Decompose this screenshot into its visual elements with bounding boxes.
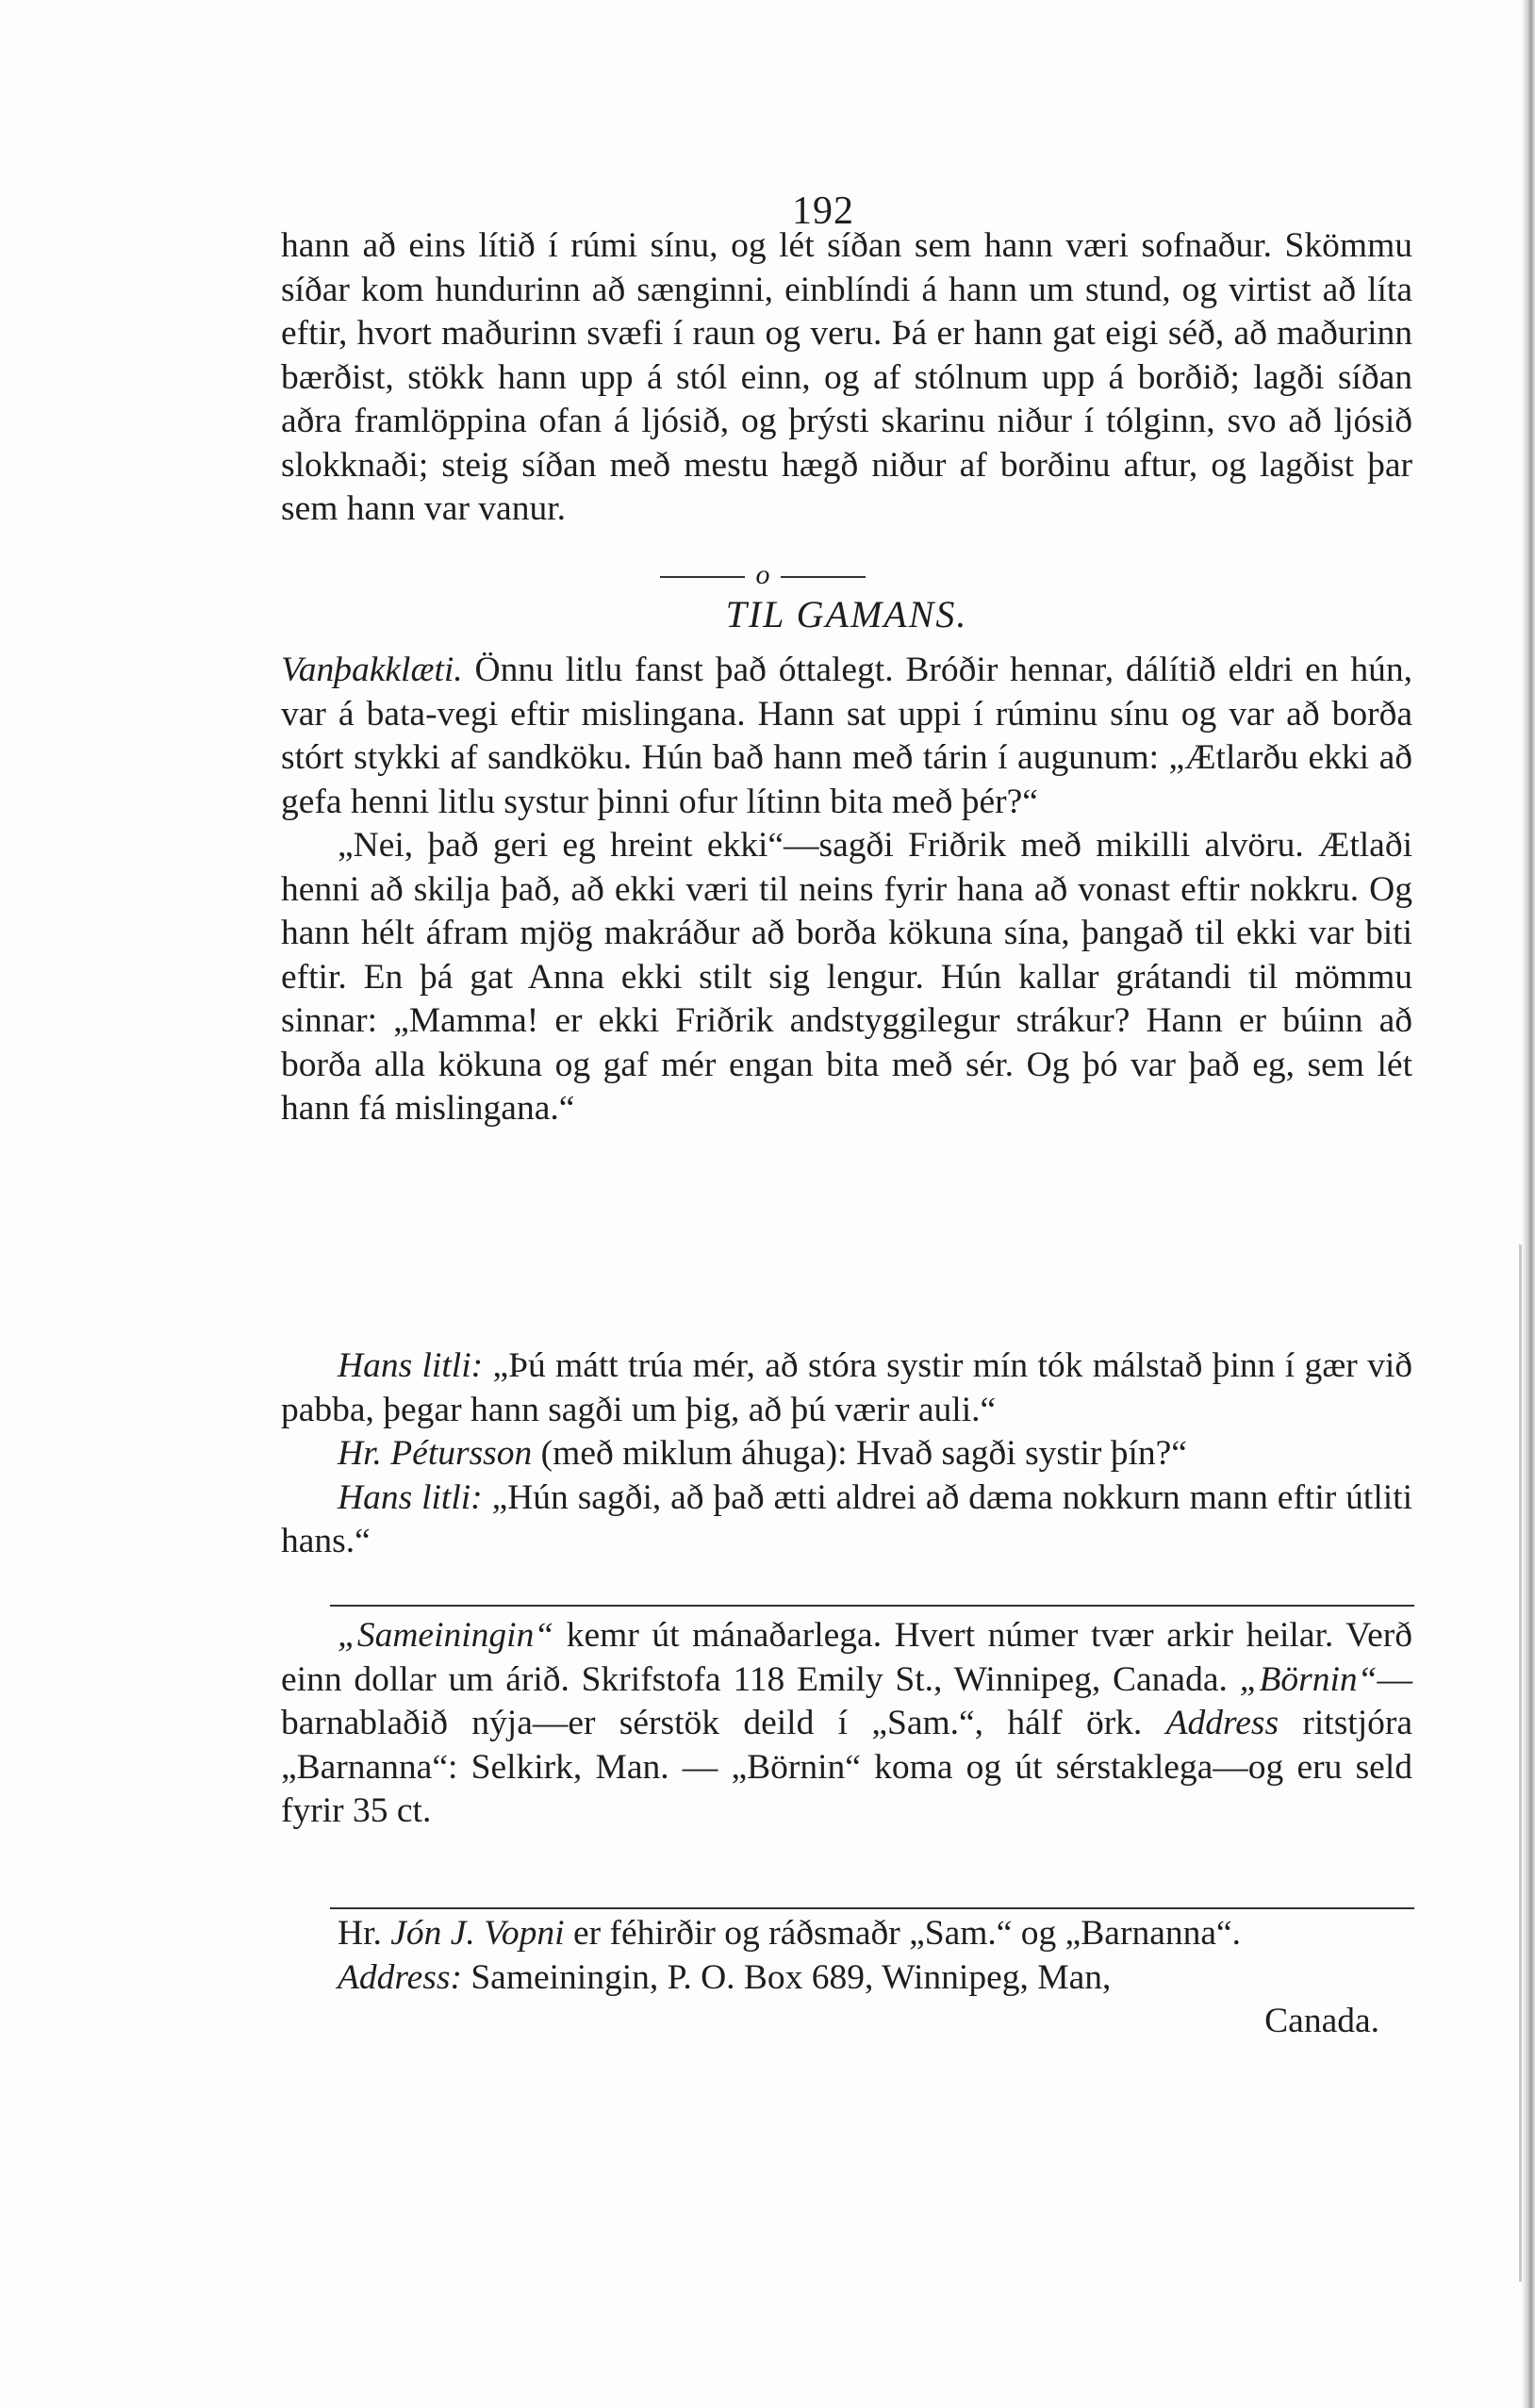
page-edge-shadow (1519, 1245, 1522, 2282)
notice-text-2: —barnablaðið nýja—er sérstök deild í „Sam.“, hálf örk. (281, 1659, 1412, 1742)
notice-paragraph (281, 1614, 1412, 1834)
section-title: TIL GAMANS. (725, 593, 968, 635)
publication-notice (281, 1614, 1412, 1834)
paper-name: „Sameiningin“ (338, 1616, 554, 1655)
anecdote-ingratitude (281, 649, 1412, 1131)
dialogue-text-3: „Hún sagði, að það ætti aldrei að dæma nokkurn mann eftir útliti hans.“ (281, 1477, 1413, 1560)
story-ending (281, 224, 1412, 532)
dialogue-line-2 (281, 1432, 1412, 1476)
page-edge (1522, 0, 1535, 2408)
anecdote-dialogue (281, 1344, 1412, 1564)
ornament-separator (660, 556, 866, 594)
speaker-hans-2: Hans litli: (338, 1477, 483, 1517)
divider-rule (330, 1907, 1414, 1909)
footer-notice (281, 1912, 1412, 2044)
anecdote-text-1: Önnu litlu fanst það óttalegt. Bróðir hennar, dálítið eldri en hún, var á bata-vegi eftir mislingana. Hann sat uppi í rúminu sínu og var að borða stórt stykki af sandköku. Hún bað hann með tárin í augunum: „Ætlarðu ekki að gefa henni litlu systur þinni ofur lítinn bita með þér?“ (281, 651, 1413, 821)
address-label: Address (1165, 1704, 1279, 1742)
divider-rule (330, 1605, 1414, 1607)
dialogue-text-2: Hvað sagði systir þín?“ (855, 1434, 1187, 1473)
dialogue-text-1: „Þú mátt trúa mér, að stóra systir mín tók málstað þinn í gær við pabba, þegar hann sagði um þig, að þú værir auli.“ (281, 1346, 1412, 1429)
speaker-petursson: Hr. Pétursson (338, 1434, 533, 1473)
footer-address-line (281, 1956, 1412, 2001)
footer-country: Canada. (1264, 2002, 1379, 2040)
treasurer-name: Jón J. Vopni (390, 1914, 565, 1953)
speaker-hans-1: Hans litli: (338, 1346, 484, 1385)
dialogue-line-1 (281, 1344, 1412, 1432)
speaker-aside: (með miklum áhuga): (540, 1434, 848, 1473)
separator-glyph: o (755, 559, 770, 590)
anecdote-paragraph-1 (281, 649, 1412, 824)
anecdote-paragraph-2: „Nei, það geri eg hreint ekki“—sagði Friðrik með mikilli alvöru. Ætlaði henni að skilja það, að ekki væri til neins fyrir hana að vonast eftir nokkru. Og hann hélt áfram mjög makráður að borða kökuna sína, þangað til ekki var biti eftir. En þá gat Anna ekki stilt sig lengur. Hún kallar grátandi til mömmu sinnar: „Mamma! er ekki Friðrik andstyggilegur strákur? Hann er búinn að borða alla kökuna og gaf mér engan bita með sér. Og þó var það eg, sem lét hann fá mislingana.“ (281, 826, 1412, 1128)
notice-text-3: ritstjóra „Barnanna“: Selkirk, Man. — „Börnin“ koma og út sérstaklega—og eru seld fyrir 35 ct. (281, 1704, 1413, 1830)
dialogue-line-3 (281, 1476, 1412, 1564)
notice-text-1: kemr út mánaðarlega. Hvert númer tvær arkir heilar. Verð einn dollar um árið. Skrifstofa 118 Emily St., Winnipeg, Canada. (281, 1616, 1412, 1699)
footer-address: Sameiningin, P. O. Box 689, Winnipeg, Man, (470, 1957, 1112, 1997)
children-paper-name: „Börnin“ (1239, 1659, 1378, 1699)
footer-address-label: Address: (338, 1957, 462, 1997)
anecdote-title: Vanþakklæti. (281, 651, 463, 689)
story-ending-text: hann að eins lítið í rúmi sínu, og lét síðan sem hann væri sofnaður. Skömmu síðar kom hundurinn að sænginni, einblíndi á hann um stund, og virtist að líta eftir, hvort maðurinn svæfi í raun og veru. Þá er hann gat eigi séð, að maðurinn bærðist, stökk hann upp á stól einn, og af stólnum upp á borðið; lagði síðan aðra framlöppina ofan á ljósið, og þrýsti skarinu niður í tólginn, svo að ljósið slokknaði; steig síðan með mestu hægð niður af borðinu aftur, og lagðist þar sem hann var vanur. (281, 226, 1412, 528)
treasurer-prefix: Hr. (338, 1914, 382, 1953)
page-number: 192 (792, 190, 854, 233)
treasurer-text: er féhirðir og ráðsmaðr „Sam.“ og „Barnanna“. (572, 1914, 1242, 1953)
treasurer-line (281, 1912, 1412, 1956)
